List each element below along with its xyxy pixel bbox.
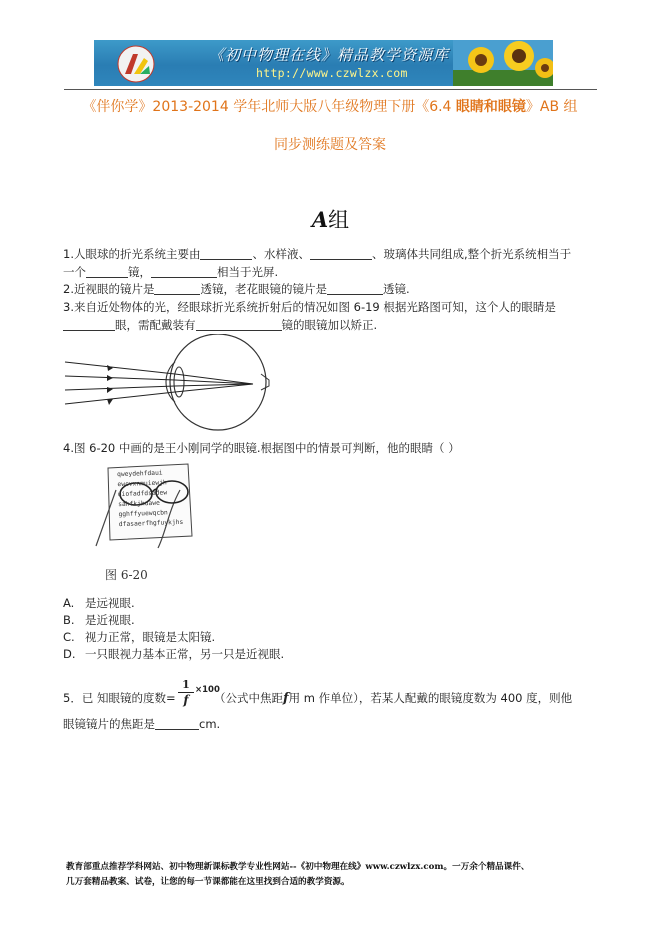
question-5-line-1b: （公式中焦距f用 m 作单位），若某人配戴的眼镜度数为 400 度，则他: [214, 691, 573, 706]
option-d[interactable]: D. 一只眼视力基本正常，另一只是近视眼.: [63, 647, 285, 661]
header-divider: [64, 89, 597, 90]
header-banner: [94, 40, 553, 86]
section-heading: A组: [311, 207, 350, 232]
diopter-formula: 1 f ×100: [177, 678, 217, 708]
lens-outline: [174, 367, 184, 397]
option-b[interactable]: B. 是近视眼.: [63, 613, 135, 627]
answer-blank[interactable]: [155, 718, 199, 730]
light-rays: [65, 362, 253, 404]
question-5-line-1: 5．已 知眼镜的度数=: [63, 691, 176, 705]
ray-arrows: [107, 365, 113, 405]
question-4: 4.图 6-20 中画的是王小刚同学的眼镜.根据图中的情景可判断，他的眼睛（ ）: [63, 441, 460, 455]
eye-ray-diagram-figure: [63, 334, 278, 431]
banner-url: http://www.czwlzx.com: [256, 66, 408, 80]
answer-blank[interactable]: [200, 248, 252, 260]
question-1-line-1: 1.人眼球的折光系统主要由 、水样液、 、玻璃体共同组成,整个折光系统相当于: [63, 247, 572, 261]
answer-blank[interactable]: [196, 319, 282, 331]
question-5-line-2: 眼镜镜片的焦距是 cm.: [63, 717, 221, 731]
answer-blank[interactable]: [63, 319, 115, 331]
question-2: 2.近视眼的镜片是 透镜，老花眼镜的镜片是 透镜.: [63, 282, 410, 296]
answer-blank[interactable]: [151, 266, 217, 278]
document-title: 《伴你学》2013-2014 学年北师大版八年级物理下册《6.4 眼睛和眼镜》AB 组: [82, 99, 578, 115]
answer-blank[interactable]: [86, 266, 128, 278]
answer-blank[interactable]: [327, 283, 383, 295]
eye-chart-card: qweydehfdaui ewcvxnmuiewjh uiofadfdsadew sahfkjhuawe gghffyuewqcbn dfasaerfhgfuykjhs: [117, 469, 184, 529]
figure-caption: 图 6-20: [105, 568, 148, 582]
option-a[interactable]: A. 是远视眼.: [63, 596, 135, 610]
option-c[interactable]: C. 视力正常，眼镜是太阳镜.: [63, 630, 216, 644]
question-3-line-2: 眼，需配戴装有 镜的眼镜加以矫正.: [63, 317, 377, 333]
question-1-line-2: 一个 镜， 相当于光屏.: [63, 265, 279, 279]
document-title-line2: 同步测练题及答案: [274, 137, 386, 153]
title-highlight: 眼睛和眼镜: [455, 99, 526, 115]
answer-blank[interactable]: [154, 283, 200, 295]
page-footer: 教育部重点推荐学科网站、初中物理新课标教学专业性网站--《初中物理在线》www.czwlzx.com。一万余个精品课件、 几万套精品教案、试卷，让您的每一节课都能在这里找到合适的教学资源。: [66, 862, 530, 887]
site-logo-icon: [116, 44, 156, 84]
glasses-figure: [88, 462, 198, 554]
sunflower-decoration-icon: [453, 40, 553, 86]
banner-title: 《初中物理在线》精品教学资源库: [209, 46, 450, 64]
question-3-line-1: 3.来自近处物体的光，经眼球折光系统折射后的情况如图 6-19 根据光路图可知，这个人的眼睛是: [63, 300, 556, 314]
answer-blank[interactable]: [310, 248, 372, 260]
